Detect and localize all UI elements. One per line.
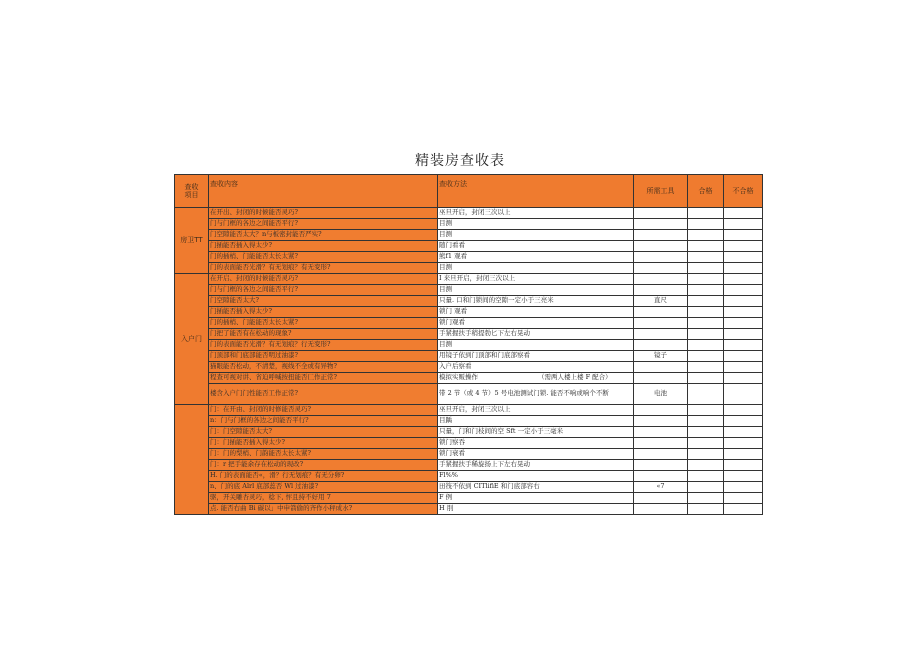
page-title: 精装房查收表	[415, 153, 505, 169]
check-method	[438, 274, 634, 285]
pass-cell[interactable]	[688, 373, 724, 384]
fail-cell[interactable]	[724, 307, 763, 318]
check-method	[438, 460, 634, 471]
required-tool: 电池	[634, 384, 688, 405]
check-content: 门：门空隙能否太大?	[209, 427, 438, 438]
check-content: 门顶部和门底部能否明过油漆?	[209, 351, 438, 362]
pass-cell[interactable]	[688, 296, 724, 307]
required-tool	[634, 263, 688, 274]
check-method	[438, 504, 634, 515]
header-fail: 不合格	[724, 175, 763, 208]
required-tool	[634, 373, 688, 384]
check-method	[438, 471, 634, 482]
pass-cell[interactable]	[688, 405, 724, 416]
check-method	[438, 351, 634, 362]
check-method	[438, 384, 634, 405]
fail-cell[interactable]	[724, 252, 763, 263]
pass-cell[interactable]	[688, 449, 724, 460]
pass-cell[interactable]	[688, 351, 724, 362]
pass-cell[interactable]	[688, 340, 724, 351]
check-method	[438, 493, 634, 504]
pass-cell[interactable]	[688, 329, 724, 340]
check-method-text: 巫旦开启，封闭三次以上	[439, 405, 511, 414]
pass-cell[interactable]	[688, 482, 724, 493]
check-method	[438, 482, 634, 493]
check-content: 门空隙能否太大?	[209, 296, 438, 307]
check-content: 点. 能否右曲 Bi 碳以」中申箭偷的齐作小秤成水?	[209, 504, 438, 515]
check-method-text: 入户后察看	[439, 362, 472, 371]
fail-cell[interactable]	[724, 384, 763, 405]
check-content: 门的表面能否光滑？有无划痕？行无变形?	[209, 340, 438, 351]
table-row	[175, 493, 763, 504]
fail-cell[interactable]	[724, 504, 763, 515]
check-method	[438, 296, 634, 307]
fail-cell[interactable]	[724, 219, 763, 230]
check-method	[438, 416, 634, 427]
table-row	[175, 340, 763, 351]
check-method	[438, 405, 634, 416]
table-row	[175, 252, 763, 263]
table-row	[175, 296, 763, 307]
check-content: 门的插梢、门能能否太长太紧?	[209, 318, 438, 329]
section-label: 房卫TT	[175, 208, 209, 274]
check-method	[438, 438, 634, 449]
required-tool	[634, 405, 688, 416]
fail-cell[interactable]	[724, 351, 763, 362]
table-row	[175, 405, 763, 416]
table-row	[175, 438, 763, 449]
check-method-text: 带 2 节（或 4 节）5 号电池测试门锁. 能否不响或响个不断	[439, 389, 609, 398]
check-method-text: 锁门察吞	[439, 438, 465, 447]
required-tool	[634, 362, 688, 373]
table-row	[175, 285, 763, 296]
check-method-text: 巫旦开启，封闭三次以上	[439, 208, 511, 217]
table-row	[175, 219, 763, 230]
section-label	[175, 405, 209, 515]
fail-cell[interactable]	[724, 427, 763, 438]
required-tool: 镜子	[634, 351, 688, 362]
pass-cell[interactable]	[688, 384, 724, 405]
table-row	[175, 384, 763, 405]
check-method	[438, 373, 634, 384]
pass-cell[interactable]	[688, 219, 724, 230]
required-tool	[634, 471, 688, 482]
required-tool	[634, 449, 688, 460]
check-method-text: 目踽	[439, 416, 452, 425]
check-method-text: 田筏不依到 CITlifiE 和门底部容右	[439, 482, 540, 491]
check-method-text: 目测	[439, 263, 452, 272]
table-row	[175, 241, 763, 252]
table-row	[175, 416, 763, 427]
check-method-text: 熊f1 观看	[439, 252, 468, 261]
check-content: 门：在开由、封闭的时修能否灵巧?	[209, 405, 438, 416]
check-method-text: 锁门衰看	[439, 449, 465, 458]
fail-cell[interactable]	[724, 460, 763, 471]
table-row	[175, 460, 763, 471]
required-tool	[634, 438, 688, 449]
pass-cell[interactable]	[688, 263, 724, 274]
table-row	[175, 373, 763, 384]
table-row	[175, 230, 763, 241]
check-method-text: H 刖	[439, 504, 454, 513]
check-method	[438, 263, 634, 274]
inspection-table	[174, 174, 763, 515]
check-content: n：门与门框的各边之间能否平行?	[209, 416, 438, 427]
fail-cell[interactable]	[724, 296, 763, 307]
check-content: 猫眼能否松动，不清楚，视线不全或有异物?	[209, 362, 438, 373]
fail-cell[interactable]	[724, 208, 763, 219]
check-method	[438, 318, 634, 329]
required-tool	[634, 230, 688, 241]
required-tool	[634, 416, 688, 427]
check-method	[438, 362, 634, 373]
table-row	[175, 471, 763, 482]
fail-cell[interactable]	[724, 493, 763, 504]
pass-cell[interactable]	[688, 471, 724, 482]
fail-cell[interactable]	[724, 340, 763, 351]
pass-cell[interactable]	[688, 460, 724, 471]
check-method	[438, 241, 634, 252]
table-row	[175, 427, 763, 438]
fail-cell[interactable]	[724, 405, 763, 416]
check-content: 门：门的梨梢、门韵能否太长太紧?	[209, 449, 438, 460]
check-method-text: 目测	[439, 230, 452, 239]
check-method-text: 手紧握扶手稀旋扬上下左右晃动	[439, 460, 530, 469]
required-tool	[634, 252, 688, 263]
table-row	[175, 351, 763, 362]
pass-cell[interactable]	[688, 285, 724, 296]
pass-cell[interactable]	[688, 241, 724, 252]
check-content: 门空隙能否太大？n与板密封能否严实?	[209, 230, 438, 241]
required-tool	[634, 285, 688, 296]
pass-cell[interactable]	[688, 362, 724, 373]
table-row	[175, 307, 763, 318]
pass-cell[interactable]	[688, 274, 724, 285]
required-tool: 直尺	[634, 296, 688, 307]
check-method-text: 只量，门和门枝间的空 Sft 一定小于三毫米	[439, 427, 564, 436]
required-tool: «7	[634, 482, 688, 493]
header-content: 查收内容	[209, 175, 438, 208]
check-method	[438, 230, 634, 241]
fail-cell[interactable]	[724, 263, 763, 274]
fail-cell[interactable]	[724, 362, 763, 373]
check-content: 门插能否插入得太少?	[209, 241, 438, 252]
check-content: 门：r 把手能余存在松动的现改?	[209, 460, 438, 471]
check-content: n、门的底 Alrl 底部蕊否 Wl 过油漆?	[209, 482, 438, 493]
check-method-text: 锁门 观看	[439, 307, 468, 316]
pass-cell[interactable]	[688, 416, 724, 427]
fail-cell[interactable]	[724, 471, 763, 482]
check-method-text: 用镜子依到门顶部和门底部察看	[439, 351, 530, 360]
check-method	[438, 219, 634, 230]
check-method-text: 随门看看	[439, 241, 465, 250]
fail-cell[interactable]	[724, 449, 763, 460]
required-tool	[634, 427, 688, 438]
check-method-text: 模拟实贩操作	[439, 373, 478, 382]
required-tool	[634, 307, 688, 318]
required-tool	[634, 340, 688, 351]
pass-cell[interactable]	[688, 493, 724, 504]
check-method-text: 目测	[439, 340, 452, 349]
check-method-text: 手紧握扶手稍提勃匕下左右晃动	[439, 329, 530, 338]
table-row	[175, 449, 763, 460]
check-method-text: Fl%%	[439, 471, 458, 480]
table-row	[175, 274, 763, 285]
check-content: 门与门框的各边之间能否平行?	[209, 219, 438, 230]
check-content: 驱，开关雕杏灵巧，稔下, 怦且持不好用 7	[209, 493, 438, 504]
table-row	[175, 263, 763, 274]
required-tool	[634, 329, 688, 340]
check-method	[438, 208, 634, 219]
table-row	[175, 482, 763, 493]
check-method	[438, 340, 634, 351]
check-content: 程查可视对讲、省迫呼喊按扭能否匚作正常?	[209, 373, 438, 384]
check-method-text: 锁门观看	[439, 318, 465, 327]
pass-cell[interactable]	[688, 427, 724, 438]
check-content: H. 门的表面能否«，滑？行无划痕？有无分卵?	[209, 471, 438, 482]
pass-cell[interactable]	[688, 504, 724, 515]
fail-cell[interactable]	[724, 329, 763, 340]
pass-cell[interactable]	[688, 318, 724, 329]
check-content: 门插能否插入得太少?	[209, 307, 438, 318]
fail-cell[interactable]	[724, 373, 763, 384]
check-method-text: 只量. 口和门锁间的空隙一定小于三亮米	[439, 296, 554, 305]
check-content: 楼含入户门门性能否工作正常?	[209, 384, 438, 405]
pass-cell[interactable]	[688, 252, 724, 263]
header-tool: 所需工具	[634, 175, 688, 208]
required-tool	[634, 208, 688, 219]
section-label: 入户门	[175, 274, 209, 405]
pass-cell[interactable]	[688, 307, 724, 318]
required-tool	[634, 504, 688, 515]
fail-cell[interactable]	[724, 416, 763, 427]
fail-cell[interactable]	[724, 230, 763, 241]
required-tool	[634, 219, 688, 230]
header-item: 查收 项目	[175, 175, 209, 208]
header-method: 查收方法	[438, 175, 634, 208]
table-row	[175, 504, 763, 515]
header-pass: 合格	[688, 175, 724, 208]
check-content: 门的插梢、门能能否太长太紧?	[209, 252, 438, 263]
check-content: 门把了能否有在松动的现象?	[209, 329, 438, 340]
fail-cell[interactable]	[724, 241, 763, 252]
fail-cell[interactable]	[724, 274, 763, 285]
fail-cell[interactable]	[724, 318, 763, 329]
fail-cell[interactable]	[724, 438, 763, 449]
fail-cell[interactable]	[724, 482, 763, 493]
required-tool	[634, 318, 688, 329]
pass-cell[interactable]	[688, 438, 724, 449]
check-content: 在开启、封闭的时候能否灵巧?	[209, 274, 438, 285]
required-tool	[634, 493, 688, 504]
table-row	[175, 318, 763, 329]
check-content: 在开出、封闭的时候能否灵巧?	[209, 208, 438, 219]
check-method	[438, 307, 634, 318]
check-method	[438, 449, 634, 460]
pass-cell[interactable]	[688, 230, 724, 241]
check-content: 门的表面能否光滑？有无划痕？有无变形?	[209, 263, 438, 274]
check-method	[438, 252, 634, 263]
check-method-note: （需两人楼上楼 F 配合）	[538, 373, 612, 382]
table-body	[175, 208, 763, 515]
check-method-text: 目测	[439, 219, 452, 228]
table-row	[175, 208, 763, 219]
check-method-text: F 例	[439, 493, 453, 502]
check-method-text: 目测	[439, 285, 452, 294]
fail-cell[interactable]	[724, 285, 763, 296]
check-method	[438, 329, 634, 340]
check-method	[438, 427, 634, 438]
required-tool	[634, 241, 688, 252]
check-content: 门与门框的各边之间能否平行?	[209, 285, 438, 296]
pass-cell[interactable]	[688, 208, 724, 219]
table-row	[175, 329, 763, 340]
table-row	[175, 362, 763, 373]
check-content: 门：门插能否插入得太少?	[209, 438, 438, 449]
required-tool	[634, 274, 688, 285]
required-tool	[634, 460, 688, 471]
check-method-text: I 来旦开启，封闭三次以上	[439, 274, 516, 283]
check-method	[438, 285, 634, 296]
